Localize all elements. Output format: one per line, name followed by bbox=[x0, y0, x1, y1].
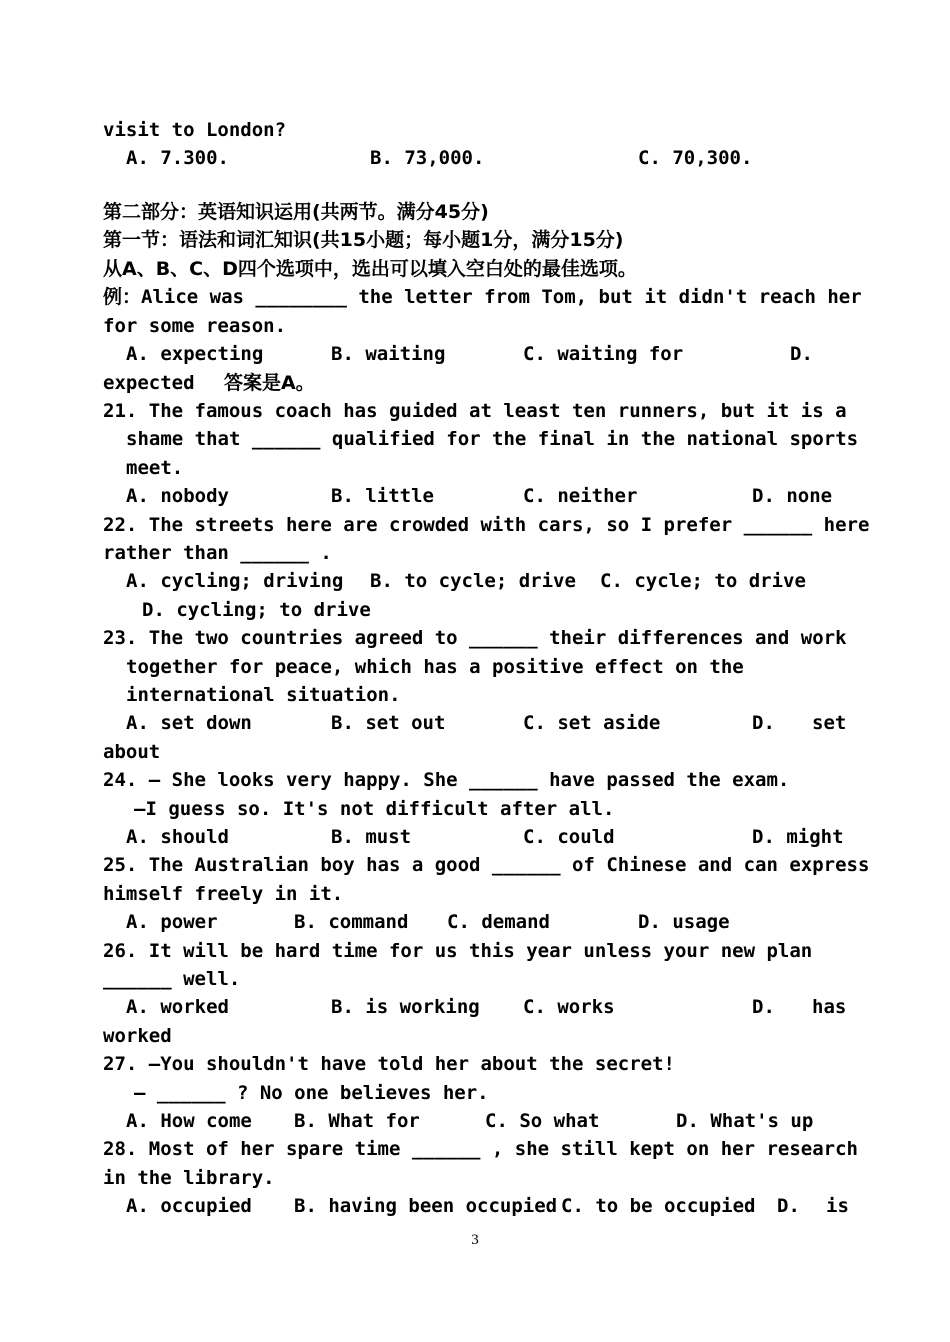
option: B. little bbox=[331, 485, 434, 507]
question-text: together for peace, which has a positive effect on the bbox=[126, 656, 744, 678]
option: B. is working bbox=[331, 996, 480, 1018]
part-title: 第二部分：英语知识运用(共两节。满分45分) bbox=[103, 201, 489, 223]
option: C. cycle; to drive bbox=[600, 570, 806, 592]
option: A. cycling; driving bbox=[126, 570, 344, 592]
option: D. cycling; to drive bbox=[142, 599, 371, 621]
question-text: rather than ______ . bbox=[103, 542, 332, 564]
question-text: 26. It will be hard time for us this year unless your new plan bbox=[103, 940, 813, 962]
question-text: 28. Most of her spare time ______ , she still kept on her research bbox=[103, 1138, 858, 1160]
option: D. bbox=[752, 996, 775, 1018]
question-text: himself freely in it. bbox=[103, 883, 344, 905]
option: C. demand bbox=[447, 911, 550, 933]
option: B. command bbox=[294, 911, 409, 933]
option: D. bbox=[752, 712, 775, 734]
question-text: visit to London? bbox=[103, 119, 287, 141]
question-text: — ______ ? No one believes her. bbox=[134, 1082, 489, 1104]
option: C. set aside bbox=[523, 712, 661, 734]
option: D. bbox=[790, 343, 813, 365]
question-text: shame that ______ qualified for the final in the national sports bbox=[126, 428, 859, 450]
question-text: —I guess so. It's not difficult after all. bbox=[134, 798, 615, 820]
question-text: 21. The famous coach has guided at least ten runners, but it is a bbox=[103, 400, 847, 422]
question-text: international situation. bbox=[126, 684, 401, 706]
option: D. What's up bbox=[676, 1110, 814, 1132]
instruction: 从A、B、C、D四个选项中，选出可以填入空白处的最佳选项。 bbox=[103, 258, 637, 280]
option: B. What for bbox=[294, 1110, 420, 1132]
question-text: 24. — She looks very happy. She ______ have passed the exam. bbox=[103, 769, 790, 791]
option: C. could bbox=[523, 826, 615, 848]
option: C. works bbox=[523, 996, 615, 1018]
option-tail: expected bbox=[103, 372, 195, 394]
question-text: 23. The two countries agreed to ______ their differences and work bbox=[103, 627, 847, 649]
question-text: ______ well. bbox=[103, 968, 241, 990]
option: A. power bbox=[126, 911, 218, 933]
question-text: in the library. bbox=[103, 1167, 275, 1189]
option: A. set down bbox=[126, 712, 252, 734]
section-title: 第一节：语法和词汇知识(共15小题；每小题1分，满分15分) bbox=[103, 229, 624, 251]
option: C. to be occupied bbox=[561, 1195, 756, 1217]
option: C. neither bbox=[523, 485, 638, 507]
question-text: 22. The streets here are crowded with cars, so I prefer ______ here bbox=[103, 514, 870, 536]
option: A. nobody bbox=[126, 485, 229, 507]
option: B. having been occupied bbox=[294, 1195, 558, 1217]
option: has bbox=[812, 996, 847, 1018]
example-text: 例：Alice was ________ the letter from Tom, but it didn't reach her bbox=[103, 286, 862, 308]
example-answer: 答案是A。 bbox=[224, 372, 315, 394]
question-text: 25. The Australian boy has a good ______ of Chinese and can express bbox=[103, 854, 870, 876]
option-tail: about bbox=[103, 741, 161, 763]
option: is bbox=[826, 1195, 849, 1217]
option: A. worked bbox=[126, 996, 229, 1018]
option: D. might bbox=[752, 826, 844, 848]
option: A. occupied bbox=[126, 1195, 252, 1217]
option: A. should bbox=[126, 826, 229, 848]
option: A. 7.300. bbox=[126, 147, 229, 169]
option-tail: worked bbox=[103, 1025, 172, 1047]
option: C. So what bbox=[485, 1110, 600, 1132]
option: A. expecting bbox=[126, 343, 264, 365]
example-text: for some reason. bbox=[103, 315, 287, 337]
option: B. to cycle; drive bbox=[370, 570, 576, 592]
option: C. 70,300. bbox=[638, 147, 753, 169]
option: A. How come bbox=[126, 1110, 252, 1132]
page-number: 3 bbox=[471, 1232, 479, 1248]
option: B. 73,000. bbox=[370, 147, 485, 169]
option: set bbox=[812, 712, 847, 734]
option: C. waiting for bbox=[523, 343, 684, 365]
option: B. must bbox=[331, 826, 412, 848]
question-text: meet. bbox=[126, 457, 184, 479]
option: D. bbox=[777, 1195, 800, 1217]
option: D. usage bbox=[638, 911, 730, 933]
option: B. set out bbox=[331, 712, 446, 734]
option: D. none bbox=[752, 485, 833, 507]
option: B. waiting bbox=[331, 343, 446, 365]
question-text: 27. —You shouldn't have told her about the secret! bbox=[103, 1053, 675, 1075]
